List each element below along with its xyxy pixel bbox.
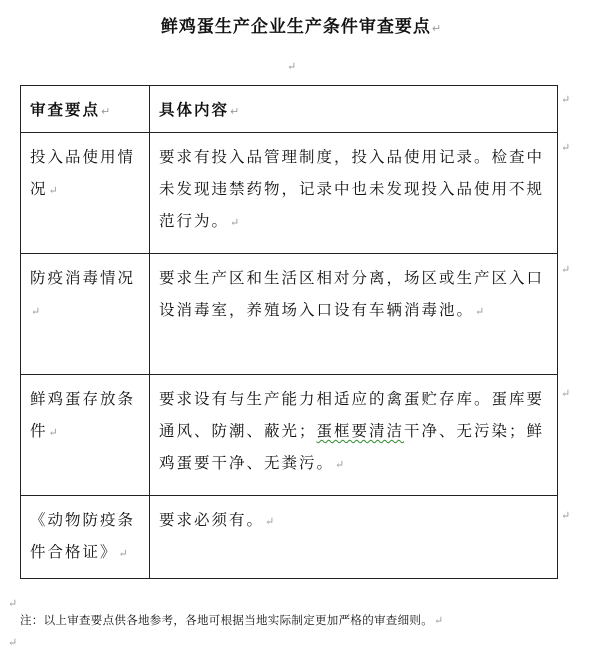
row-end-mark-icon: ↵ bbox=[561, 509, 571, 522]
review-point-text: 投入品使用情况 bbox=[30, 148, 136, 198]
header-content bbox=[150, 86, 558, 133]
paragraph-mark-icon: ↵ bbox=[48, 426, 60, 439]
review-point-cell bbox=[21, 254, 150, 375]
content-text: 要求必须有。 bbox=[159, 511, 265, 529]
review-point-cell bbox=[21, 375, 150, 496]
paragraph-mark-icon: ↵ bbox=[8, 597, 18, 610]
table-row bbox=[21, 133, 558, 254]
header-review-point bbox=[21, 86, 150, 133]
content-text: 要求设有与生产能力相适应的禽蛋贮存库。蛋库要通风、防潮、蔽光； bbox=[159, 390, 545, 440]
row-end-mark-icon: ↵ bbox=[561, 263, 571, 276]
paragraph-mark-icon: ↵ bbox=[101, 105, 113, 118]
paragraph-mark-icon: ↵ bbox=[230, 105, 242, 118]
review-point-cell bbox=[21, 133, 150, 254]
header-review-point-text: 审查要点 bbox=[30, 101, 101, 119]
spellcheck-marked-text: 蛋框要清洁 bbox=[316, 422, 405, 440]
footnote bbox=[20, 612, 595, 628]
row-end-mark-icon: ↵ bbox=[561, 141, 571, 154]
paragraph-mark-icon: ↵ bbox=[48, 184, 60, 197]
paragraph-mark-icon: ↵ bbox=[287, 60, 297, 73]
content-text: 干净、无污染；鲜鸡蛋要干净、无粪污。 bbox=[159, 422, 545, 472]
paragraph-mark-icon: ↵ bbox=[230, 216, 242, 229]
review-point-text: 防疫消毒情况 bbox=[30, 269, 136, 287]
paragraph-mark-icon: ↵ bbox=[434, 614, 444, 627]
title-text: 鲜鸡蛋生产企业生产条件审查要点 bbox=[160, 17, 431, 37]
content-cell bbox=[150, 496, 558, 579]
paragraph-mark-icon: ↵ bbox=[118, 547, 130, 560]
table-row bbox=[21, 375, 558, 496]
paragraph-mark-icon: ↵ bbox=[431, 22, 443, 35]
header-content-text: 具体内容 bbox=[159, 101, 230, 119]
review-point-text: 《动物防疫条件合格证》 bbox=[30, 511, 136, 561]
paragraph-mark-icon: ↵ bbox=[475, 305, 487, 318]
row-end-mark-icon: ↵ bbox=[561, 387, 571, 400]
paragraph-mark-icon: ↵ bbox=[8, 636, 18, 649]
review-table bbox=[20, 85, 558, 579]
content-text: 要求有投入品管理制度，投入品使用记录。检查中未发现违禁药物，记录中也未发现投入品使用不规范行为。 bbox=[159, 148, 545, 230]
paragraph-mark-icon: ↵ bbox=[335, 458, 347, 471]
content-cell bbox=[150, 133, 558, 254]
paragraph-mark-icon: ↵ bbox=[265, 515, 277, 528]
document-title bbox=[0, 12, 603, 37]
review-point-cell bbox=[21, 496, 150, 579]
row-end-mark-icon: ↵ bbox=[561, 93, 571, 106]
paragraph-mark-icon: ↵ bbox=[31, 305, 43, 318]
table-header-row bbox=[21, 86, 558, 133]
table-row bbox=[21, 254, 558, 375]
review-point-text: 鲜鸡蛋存放条件 bbox=[30, 390, 136, 440]
footnote-text: 注：以上审查要点供各地参考，各地可根据当地实际制定更加严格的审查细则。 bbox=[20, 613, 433, 627]
content-text: 要求生产区和生活区相对分离，场区或生产区入口设消毒室，养殖场入口设有车辆消毒池。 bbox=[159, 269, 545, 319]
content-cell bbox=[150, 254, 558, 375]
content-cell bbox=[150, 375, 558, 496]
table-row bbox=[21, 496, 558, 579]
